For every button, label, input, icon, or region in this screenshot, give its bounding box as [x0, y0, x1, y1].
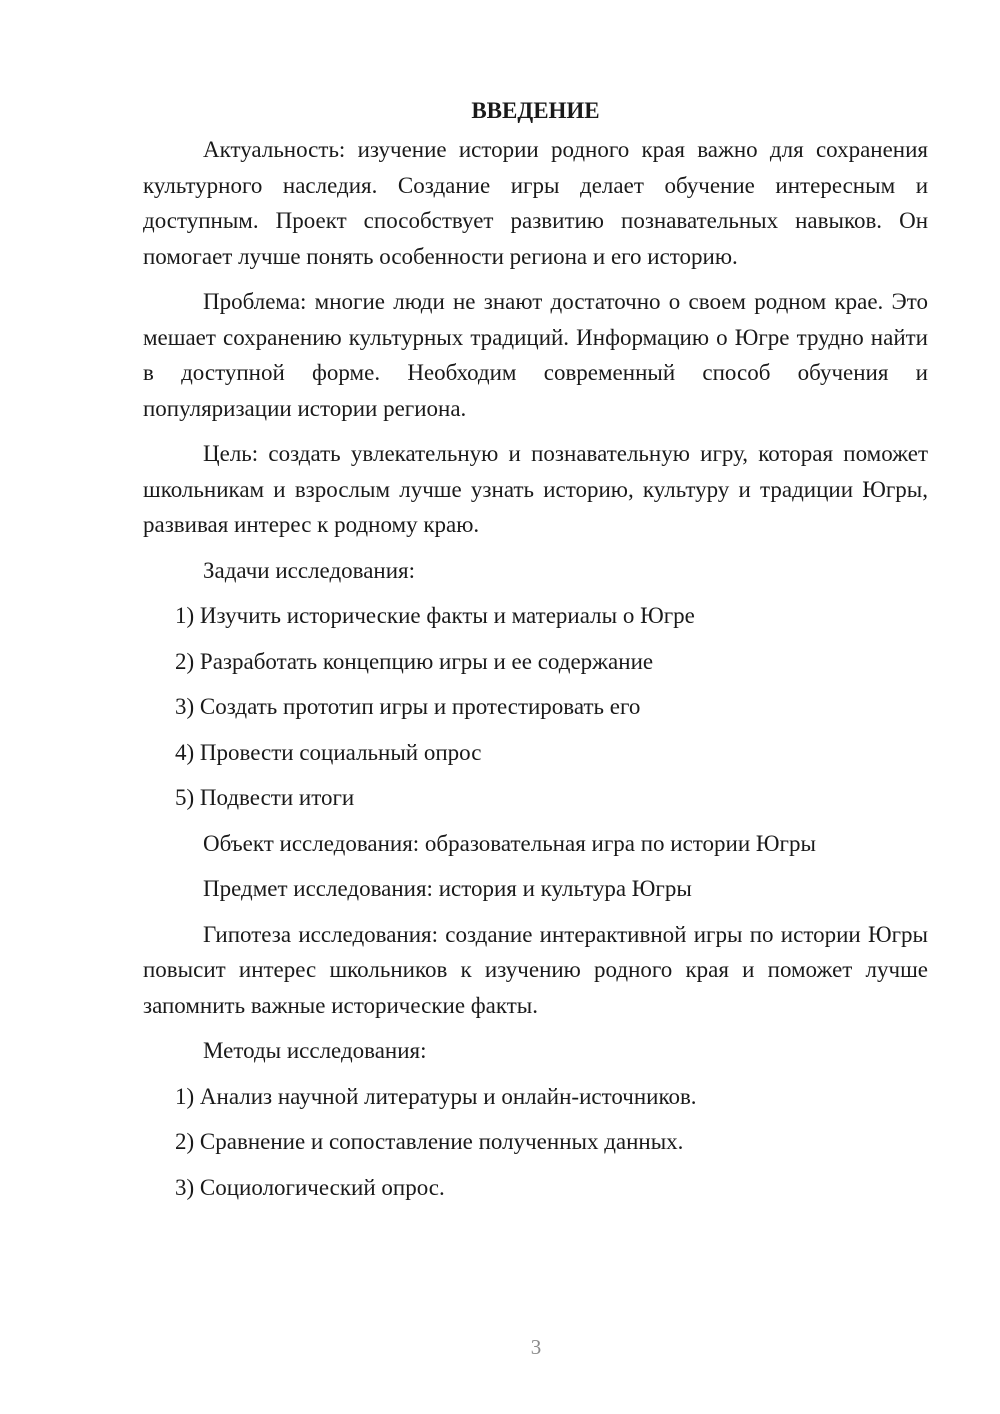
section-heading: ВВЕДЕНИЕ — [471, 98, 600, 123]
relevance-paragraph: Актуальность: изучение истории родного края важно для сохранения культурного наследия. Создание игры делает обучение интересным и доступным. Проект способствует развитию познавательных навыков. Он помогает лучше понять особенности региона и его историю. — [143, 137, 928, 269]
page-content — [143, 96, 928, 1215]
task-item: 4) Провести социальный опрос — [175, 739, 482, 765]
research-object: Объект исследования: образовательная игра по истории Югры — [203, 830, 816, 856]
page-number: 3 — [530, 1335, 542, 1359]
method-item: 1) Анализ научной литературы и онлайн-источников. — [175, 1083, 697, 1109]
method-item: 2) Сравнение и сопоставление полученных данных. — [175, 1129, 684, 1154]
methods-title: Методы исследования: — [203, 1038, 427, 1063]
hypothesis-paragraph: Гипотеза исследования: создание интерактивной игры по истории Югры повысит интерес школьников к изучению родного края и поможет лучше запомнить важные исторические факты. — [143, 921, 928, 1018]
goal-paragraph: Цель: создать увлекательную и познавательную игру, которая поможет школьникам и взрослым лучше узнать историю, культуру и традиции Югры, развивая интерес к родному краю. — [143, 441, 928, 537]
problem-paragraph: Проблема: многие люди не знают достаточно о своем родном крае. Это мешает сохранению культурных традиций. Информацию о Югре трудно найти в доступной форме. Необходим современный способ обучения и популяризации истории региона. — [143, 289, 928, 421]
tasks-list — [143, 598, 928, 816]
task-item: 5) Подвести итоги — [175, 785, 355, 810]
task-item: 3) Создать прототип игры и протестировать его — [175, 694, 641, 719]
task-item: 1) Изучить исторические факты и материалы о Югре — [175, 603, 695, 628]
task-item: 2) Разработать концепцию игры и ее содержание — [175, 648, 654, 674]
methods-list — [143, 1079, 928, 1206]
tasks-title: Задачи исследования: — [203, 557, 416, 583]
method-item: 3) Социологический опрос. — [175, 1174, 445, 1200]
research-subject: Предмет исследования: история и культура Югры — [203, 876, 692, 901]
